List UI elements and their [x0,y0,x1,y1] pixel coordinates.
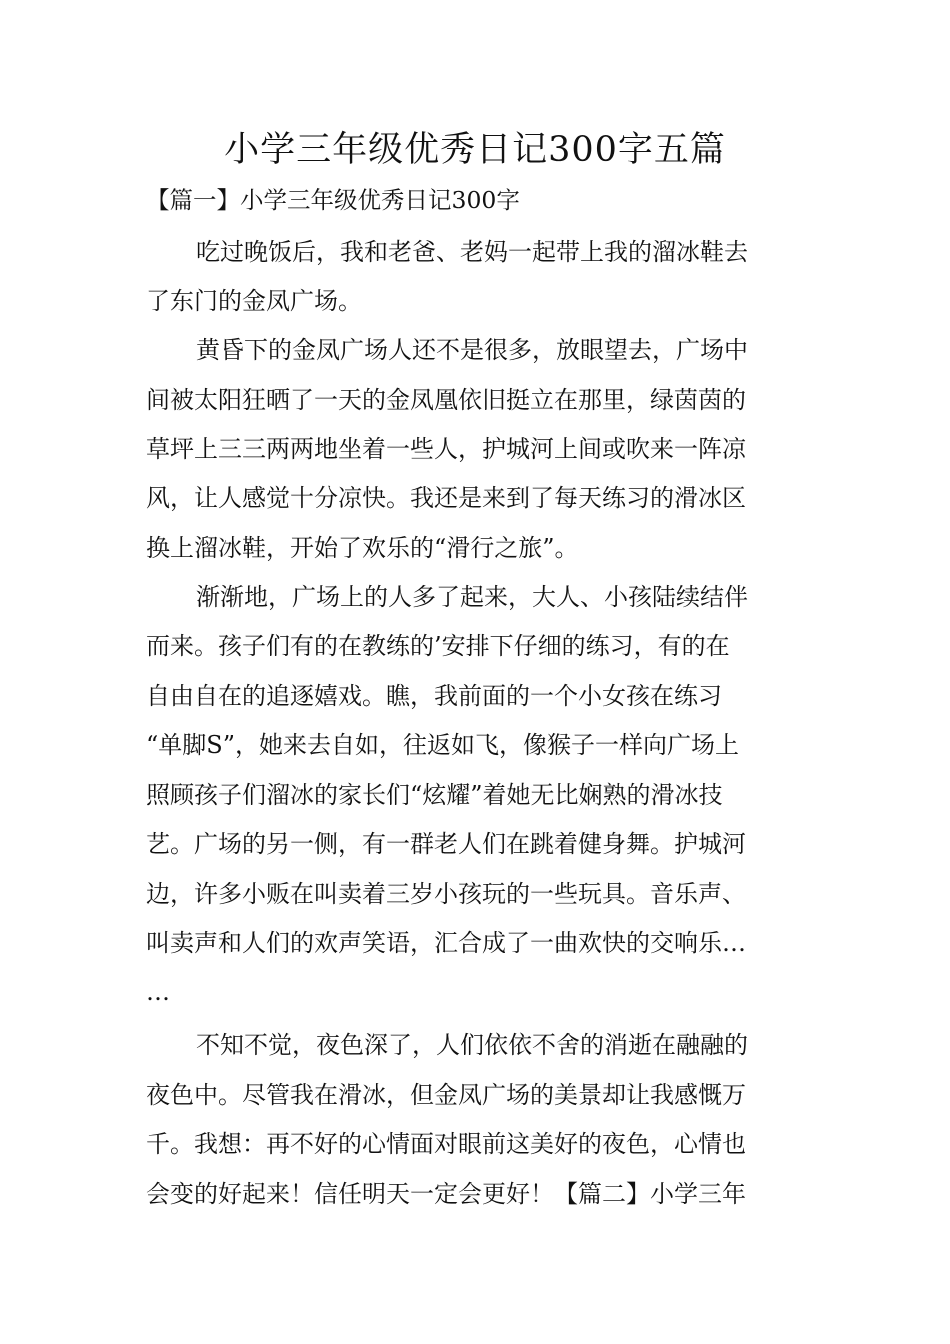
paragraph-line: 黄昏下的金凤广场人还不是很多，放眼望去，广场中 [196,336,748,364]
paragraph-line: 换上溜冰鞋，开始了欢乐的“滑行之旅”。 [146,534,579,562]
paragraph-line: 边，许多小贩在叫卖着三岁小孩玩的一些玩具。音乐声、 [146,880,746,908]
document-title: 小学三年级优秀日记300字五篇 [224,130,726,170]
paragraph-line: 风，让人感觉十分凉快。我还是来到了每天练习的滑冰区 [146,484,746,512]
paragraph-line: 草坪上三三两两地坐着一些人，护城河上间或吹来一阵凉 [146,435,746,463]
paragraph-line: 夜色中。尽管我在滑冰，但金凤广场的美景却让我感慨万 [146,1081,746,1109]
paragraph-line: 艺。广场的另一侧，有一群老人们在跳着健身舞。护城河 [146,830,746,858]
paragraph-line: 会变的好起来！信任明天一定会更好！【篇二】小学三年 [146,1180,746,1208]
paragraph-line: 自由自在的追逐嬉戏。瞧，我前面的一个小女孩在练习 [146,682,722,710]
paragraph-line: 叫卖声和人们的欢声笑语，汇合成了一曲欢快的交响乐… [146,929,746,957]
paragraph-line: 间被太阳狂晒了一天的金凤凰依旧挺立在那里，绿茵茵的 [146,386,746,414]
paragraph-line: 照顾孩子们溜冰的家长们“炫耀”着她无比娴熟的滑冰技 [146,781,723,809]
paragraph-line: 千。我想：再不好的心情面对眼前这美好的夜色，心情也 [146,1130,746,1158]
paragraph-line: 不知不觉，夜色深了，人们依依不舍的消逝在融融的 [196,1031,748,1059]
paragraph-line: 渐渐地，广场上的人多了起来，大人、小孩陆续结伴 [196,583,748,611]
paragraph-line: 吃过晚饭后，我和老爸、老妈一起带上我的溜冰鞋去 [196,238,748,266]
paragraph-line: “单脚S”，她来去自如，往返如飞，像猴子一样向广场上 [146,731,739,759]
paragraph-line: 而来。孩子们有的在教练的’安排下仔细的练习，有的在 [146,632,730,660]
paragraph-line: … [146,978,170,1006]
paragraph-line: 了东门的金凤广场。 [146,287,362,315]
section-heading: 【篇一】小学三年级优秀日记300字 [146,186,520,214]
